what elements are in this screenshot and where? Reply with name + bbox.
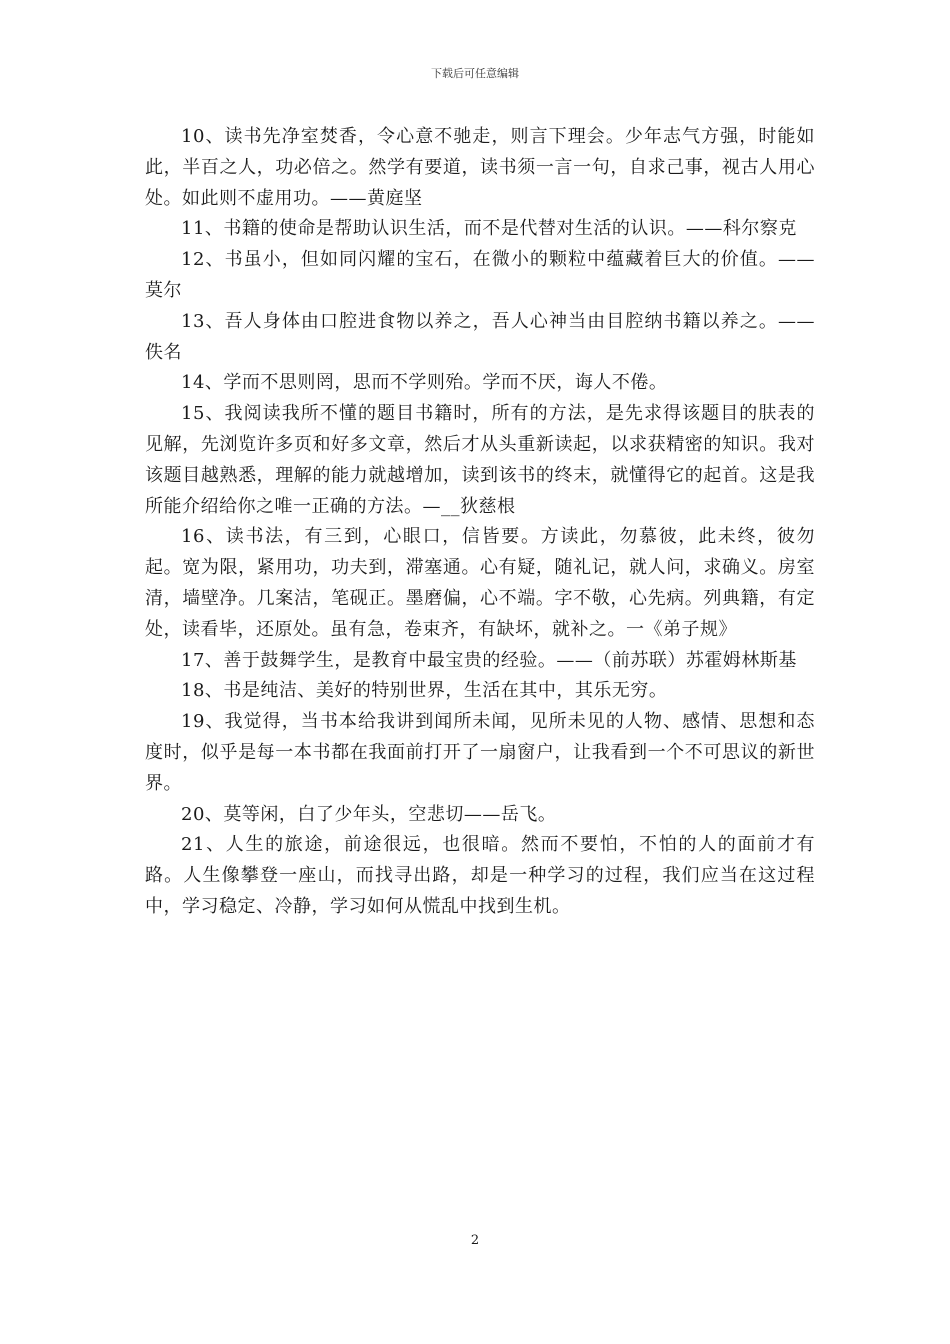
quote-paragraph-12: 12、书虽小，但如同闪耀的宝石，在微小的颗粒中蕴藏着巨大的价值。——莫尔 xyxy=(145,249,815,301)
document-body xyxy=(145,122,815,923)
quote-paragraph-20: 20、莫等闲，白了少年头，空悲切——岳飞。 xyxy=(181,803,557,825)
quote-paragraph-19: 19、我觉得，当书本给我讲到闻所未闻，见所未见的人物、感情、思想和态度时，似乎是每一本书都在我面前打开了一扇窗户，让我看到一个不可思议的新世界。 xyxy=(145,711,815,794)
quote-paragraph-18: 18、书是纯洁、美好的特别世界，生活在其中，其乐无穷。 xyxy=(181,680,668,702)
quote-paragraph-15: 15、我阅读我所不懂的题目书籍时，所有的方法，是先求得该题目的肤表的见解，先浏览许多页和好多文章，然后才从头重新读起，以求获精密的知识。我对该题目越熟悉，理解的能力就越增加，读到该书的终末，就懂得它的起首。这是我所能介绍给你之唯一正确的方法。—__狄慈根 xyxy=(145,403,815,517)
quote-paragraph-11: 11、书籍的使命是帮助认识生活，而不是代替对生活的认识。——科尔察克 xyxy=(181,218,797,240)
page-header: 下载后可任意编辑 xyxy=(431,67,519,80)
quote-paragraph-16: 16、读书法，有三到，心眼口，信皆要。方读此，勿慕彼，此未终，彼勿起。宽为限，紧用功，功夫到，滞塞通。心有疑，随礼记，就人问，求确义。房室清，墙壁净。几案洁，笔砚正。墨磨偏，心不端。字不敬，心先病。列典籍，有定处，读看毕，还原处。虽有急，卷束齐，有缺坏，就补之。一《弟子规》 xyxy=(145,526,815,640)
page-number: 2 xyxy=(470,1233,480,1248)
quote-paragraph-14: 14、学而不思则罔，思而不学则殆。学而不厌，诲人不倦。 xyxy=(181,372,668,394)
quote-paragraph-21: 21、人生的旅途，前途很远，也很暗。然而不要怕，不怕的人的面前才有路。人生像攀登一座山，而找寻出路，却是一种学习的过程，我们应当在这过程中，学习稳定、冷静，学习如何从慌乱中找到生机。 xyxy=(145,834,815,917)
quote-paragraph-10: 10、读书先净室焚香，令心意不驰走，则言下理会。少年志气方强，时能如此，半百之人，功必倍之。然学有要道，读书须一言一句，自求己事，视古人用心处。如此则不虚用功。——黄庭坚 xyxy=(145,126,815,209)
quote-paragraph-13: 13、吾人身体由口腔进食物以养之，吾人心神当由目腔纳书籍以养之。——佚名 xyxy=(145,310,815,363)
quote-paragraph-17: 17、善于鼓舞学生，是教育中最宝贵的经验。——（前苏联）苏霍姆林斯基 xyxy=(181,649,797,671)
